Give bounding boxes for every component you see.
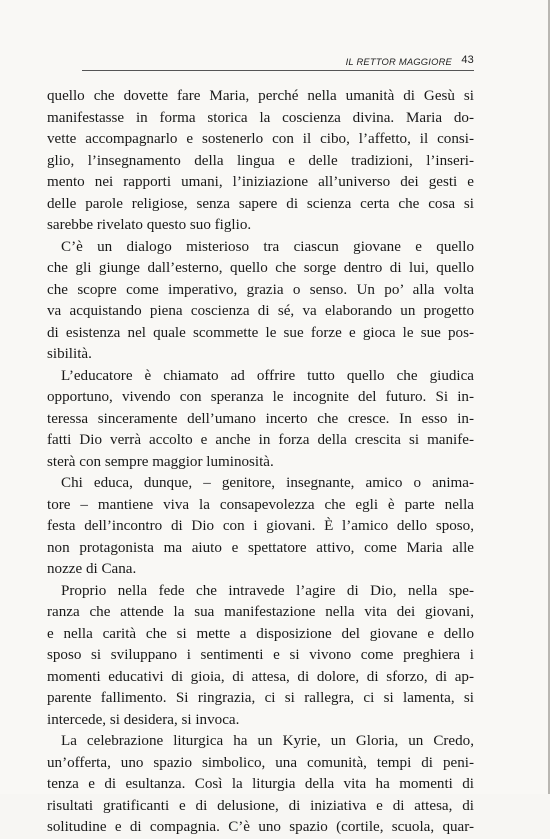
paragraph [47, 581, 474, 732]
text-line: sposo si sviluppano i sentimenti e si vivono come preghiera i [47, 647, 474, 663]
text-line: C’è un dialogo misterioso tra ciascun giovane e quello [61, 238, 474, 255]
text-line: non protagonista ma aiuto e spettatore attivo, come Maria alle [47, 539, 474, 556]
running-title: IL RETTOR MAGGIORE [345, 56, 452, 67]
text-line: che gli giunge dall’esterno, quello che sorge dentro di lui, quello [47, 260, 474, 276]
text-line: di esistenza nel quale scommette le sue forze e gioca le sue pos- [47, 324, 474, 341]
text-line: e nella carità che si mette a disposizione del giovane e dello [47, 625, 474, 642]
text-line: un’offerta, uno spazio simbolico, una comunità, tempi di peni- [47, 754, 474, 771]
text-line: Chi educa, dunque, – genitore, insegnante, amico o anima- [61, 475, 474, 491]
paragraph [47, 86, 474, 237]
text-line: solitudine e di compagnia. C’è uno spazio (cortile, scuola, quar- [47, 819, 474, 835]
paragraph [47, 366, 474, 474]
body-text [47, 86, 474, 839]
text-line: momenti educativi di gioia, di attesa, di dolore, di sforzo, di ap- [47, 668, 474, 685]
text-line: tenza e di esultanza. Così la liturgia della vita ha momenti di [47, 776, 474, 792]
text-line: sterà con sempre maggior luminosità. [47, 453, 274, 470]
paragraph [47, 731, 474, 839]
paragraph [47, 473, 474, 581]
page-number: 43 [461, 54, 474, 66]
text-line: opportuno, vivendo con speranza le incognite del futuro. Si in- [47, 389, 474, 405]
text-line: quello che dovette fare Maria, perché nella umanità di Gesù si [47, 88, 474, 104]
text-line: Proprio nella fede che intravede l’agire di Dio, nella spe- [61, 582, 474, 599]
text-line: sibilità. [47, 346, 92, 362]
text-line: che scopre come imperativo, grazia o senso. Un po’ alla volta [47, 281, 474, 298]
text-line: fatti Dio verrà accolto e anche in forza della crescita si manife- [47, 432, 474, 448]
text-line: tore – mantiene viva la consapevolezza che egli è parte nella [47, 496, 474, 513]
text-line: delle parole religiose, senza sapere di scienza certa che cosa si [47, 195, 474, 212]
text-line: manifestasse in forma storica la coscienza divina. Maria do- [47, 109, 474, 126]
paragraph [47, 237, 474, 366]
text-line: parente fallimento. Si ringrazia, ci si rallegra, ci si lamenta, si [47, 690, 474, 706]
text-line: ranza che attende la sua manifestazione nella vita dei giovani, [47, 604, 474, 620]
running-header [82, 50, 474, 71]
text-line: festa dell’incontro di Dio con i giovani. È l’amico dello sposo, [47, 518, 474, 534]
text-line: teressa sinceramente dell’umano incerto che cresce. In esso in- [47, 410, 474, 427]
text-line: nozze di Cana. [47, 561, 137, 577]
text-line: mento nei rapporti umani, l’iniziazione all’universo dei gesti e [47, 174, 474, 190]
text-line: intercede, si desidera, si invoca. [47, 711, 240, 728]
text-line: La celebrazione liturgica ha un Kyrie, un Gloria, un Credo, [61, 733, 474, 749]
text-line: vette accompagnarlo e sostenerlo con il cibo, l’affetto, il consi- [47, 131, 474, 147]
text-line: risultati gratificanti e di delusione, di iniziativa e di attesa, di [47, 797, 474, 814]
text-line: va acquistando piena coscienza di sé, va elaborando un progetto [47, 303, 474, 319]
text-line: glio, l’insegnamento della lingua e delle tradizioni, l’inseri- [47, 152, 474, 169]
text-line: L’educatore è chiamato ad offrire tutto quello che giudica [61, 367, 474, 384]
text-line: sarebbe rivelato questo suo figlio. [47, 217, 252, 233]
